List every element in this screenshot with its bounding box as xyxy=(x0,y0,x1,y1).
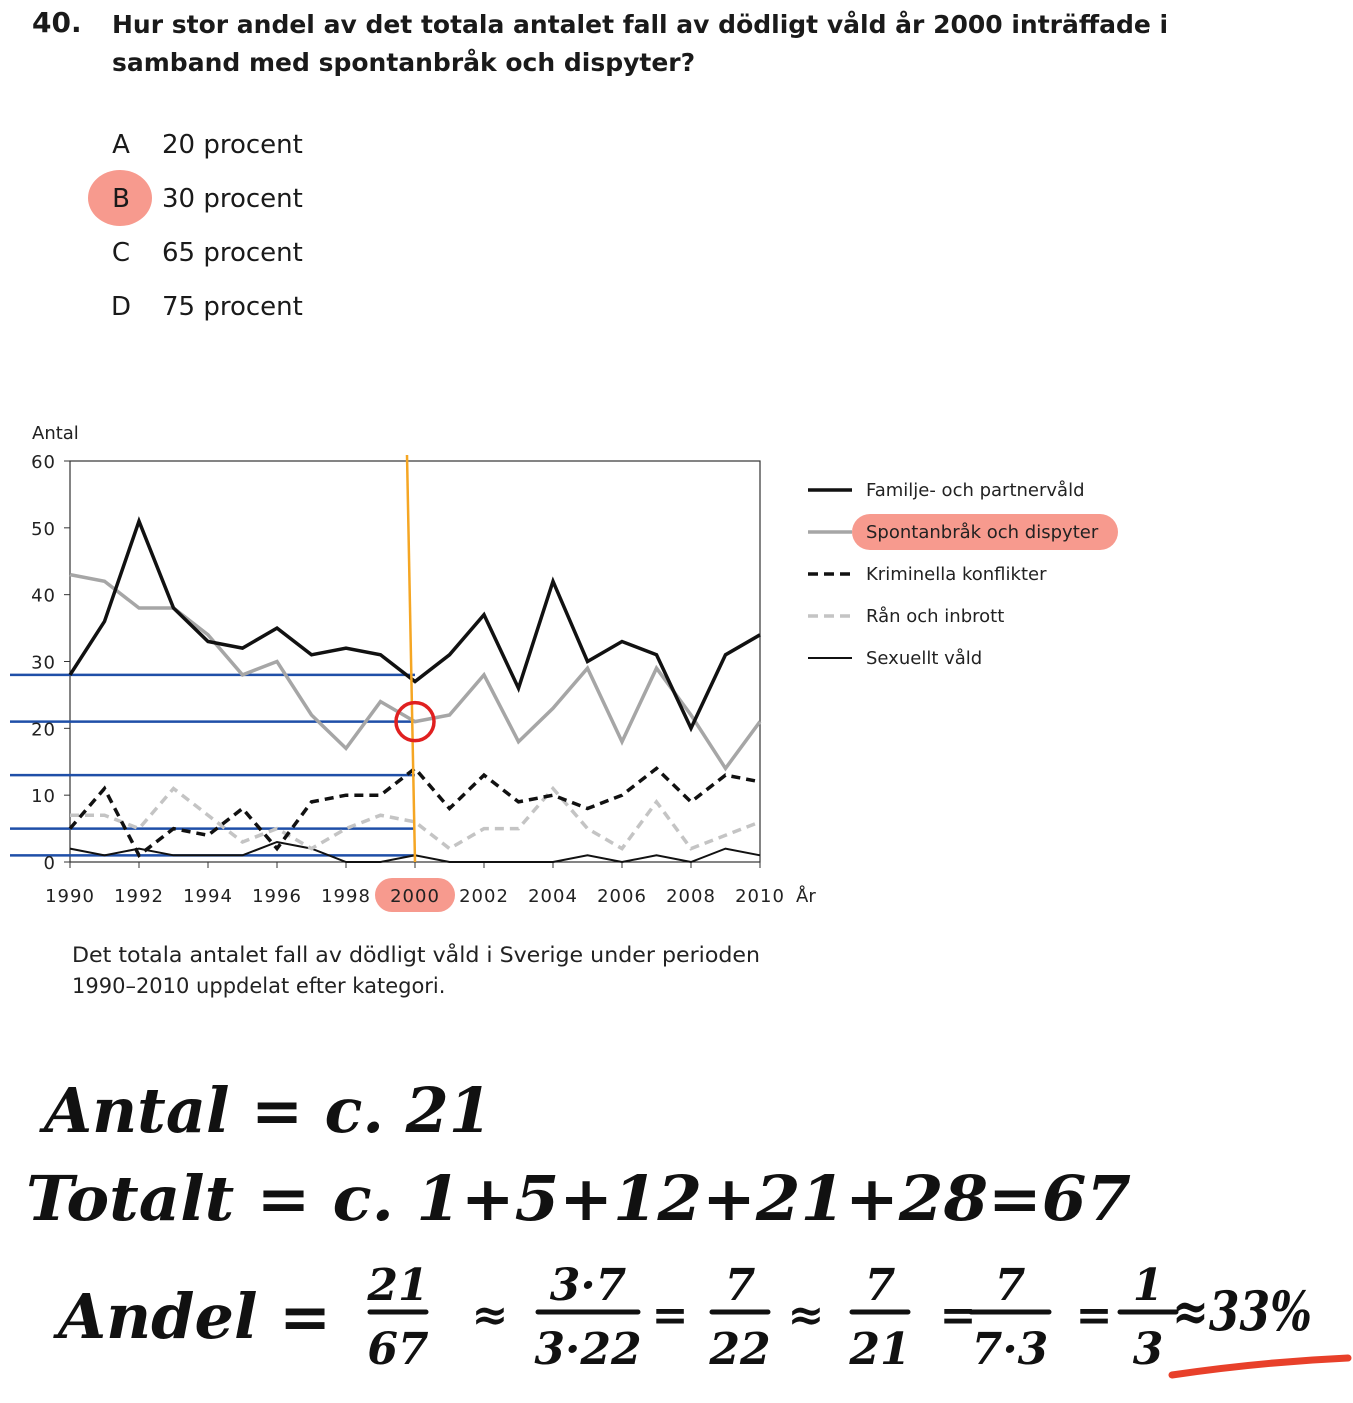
x-axis-label: År xyxy=(796,886,816,907)
x-tick-label: 2010 xyxy=(735,886,785,907)
option-text: 65 procent xyxy=(162,238,303,268)
fraction-denominator: 22 xyxy=(709,1324,771,1375)
y-tick-label: 10 xyxy=(31,786,56,808)
legend-label: Sexuellt våld xyxy=(866,648,983,669)
x-tick-label: 2002 xyxy=(459,886,509,907)
x-tick-label: 2006 xyxy=(597,886,647,907)
option-letter: C xyxy=(111,238,131,268)
option-letter: D xyxy=(110,292,132,322)
option-letter: A xyxy=(112,130,130,160)
y-tick-label: 60 xyxy=(31,452,56,473)
series-line xyxy=(70,521,760,728)
y-axis-label: Antal xyxy=(32,423,79,444)
legend-label: Kriminella konflikter xyxy=(866,564,1047,585)
fraction-denominator: 21 xyxy=(849,1324,911,1375)
fraction-numerator: 7 xyxy=(994,1260,1026,1311)
vertical-marker-line xyxy=(407,455,415,862)
y-tick-label: 0 xyxy=(43,853,56,874)
x-tick-label: 2008 xyxy=(666,886,716,907)
fraction-denominator: 67 xyxy=(367,1324,429,1375)
x-tick-label: 1996 xyxy=(252,886,302,907)
result-underline xyxy=(1172,1358,1348,1375)
option-text: 20 procent xyxy=(162,130,303,160)
handwritten-share-label: Andel = xyxy=(58,1280,332,1353)
x-tick-label: 1990 xyxy=(45,886,95,907)
x-tick-label: 2000 xyxy=(390,886,440,907)
fraction-numerator: 7 xyxy=(724,1260,756,1311)
handwritten-result: ≈33% xyxy=(1172,1279,1312,1343)
legend-label: Familje- och partnervåld xyxy=(866,480,1085,501)
legend-label: Spontanbråk och dispyter xyxy=(866,522,1099,543)
handwritten-operator: ≈ xyxy=(471,1290,509,1341)
fraction-numerator: 3·7 xyxy=(549,1260,627,1311)
y-tick-label: 20 xyxy=(31,719,56,741)
fraction-denominator: 3·22 xyxy=(534,1324,642,1375)
fraction-numerator: 21 xyxy=(367,1260,429,1311)
handwritten-count: Antal = c. 21 xyxy=(44,1074,492,1147)
x-tick-label: 1998 xyxy=(321,886,371,907)
x-tick-label: 1994 xyxy=(183,886,233,907)
x-tick-label: 2004 xyxy=(528,886,578,907)
handwritten-total: Totalt = c. 1+5+12+21+28=67 xyxy=(26,1162,1131,1235)
y-tick-label: 30 xyxy=(31,652,56,674)
handwritten-operator: = xyxy=(939,1290,977,1341)
fraction-denominator: 7·3 xyxy=(971,1324,1049,1375)
fraction-numerator: 7 xyxy=(864,1260,896,1311)
option-letter: B xyxy=(112,184,130,214)
handwritten-operator: = xyxy=(1075,1290,1113,1341)
handwritten-operator: = xyxy=(651,1290,689,1341)
fraction-denominator: 3 xyxy=(1132,1324,1164,1375)
option-text: 30 procent xyxy=(162,184,303,214)
handwritten-operator: ≈ xyxy=(787,1290,825,1341)
fraction-numerator: 1 xyxy=(1132,1260,1164,1311)
chart-caption-line: 1990–2010 uppdelat efter kategori. xyxy=(72,974,446,998)
chart-caption-line: Det totala antalet fall av dödligt våld i Sverige under perioden xyxy=(72,943,726,967)
option-text: 75 procent xyxy=(162,292,303,322)
y-tick-label: 40 xyxy=(31,585,56,607)
question-text: Hur stor andel av det totala antalet fall av dödligt våld år 2000 inträffade i samband med spontanbråk och dispyter? xyxy=(112,10,1169,77)
y-tick-label: 50 xyxy=(31,518,56,540)
legend-label: Rån och inbrott xyxy=(866,606,1005,627)
question-number: 40. xyxy=(32,6,82,39)
x-tick-label: 1992 xyxy=(114,886,164,907)
